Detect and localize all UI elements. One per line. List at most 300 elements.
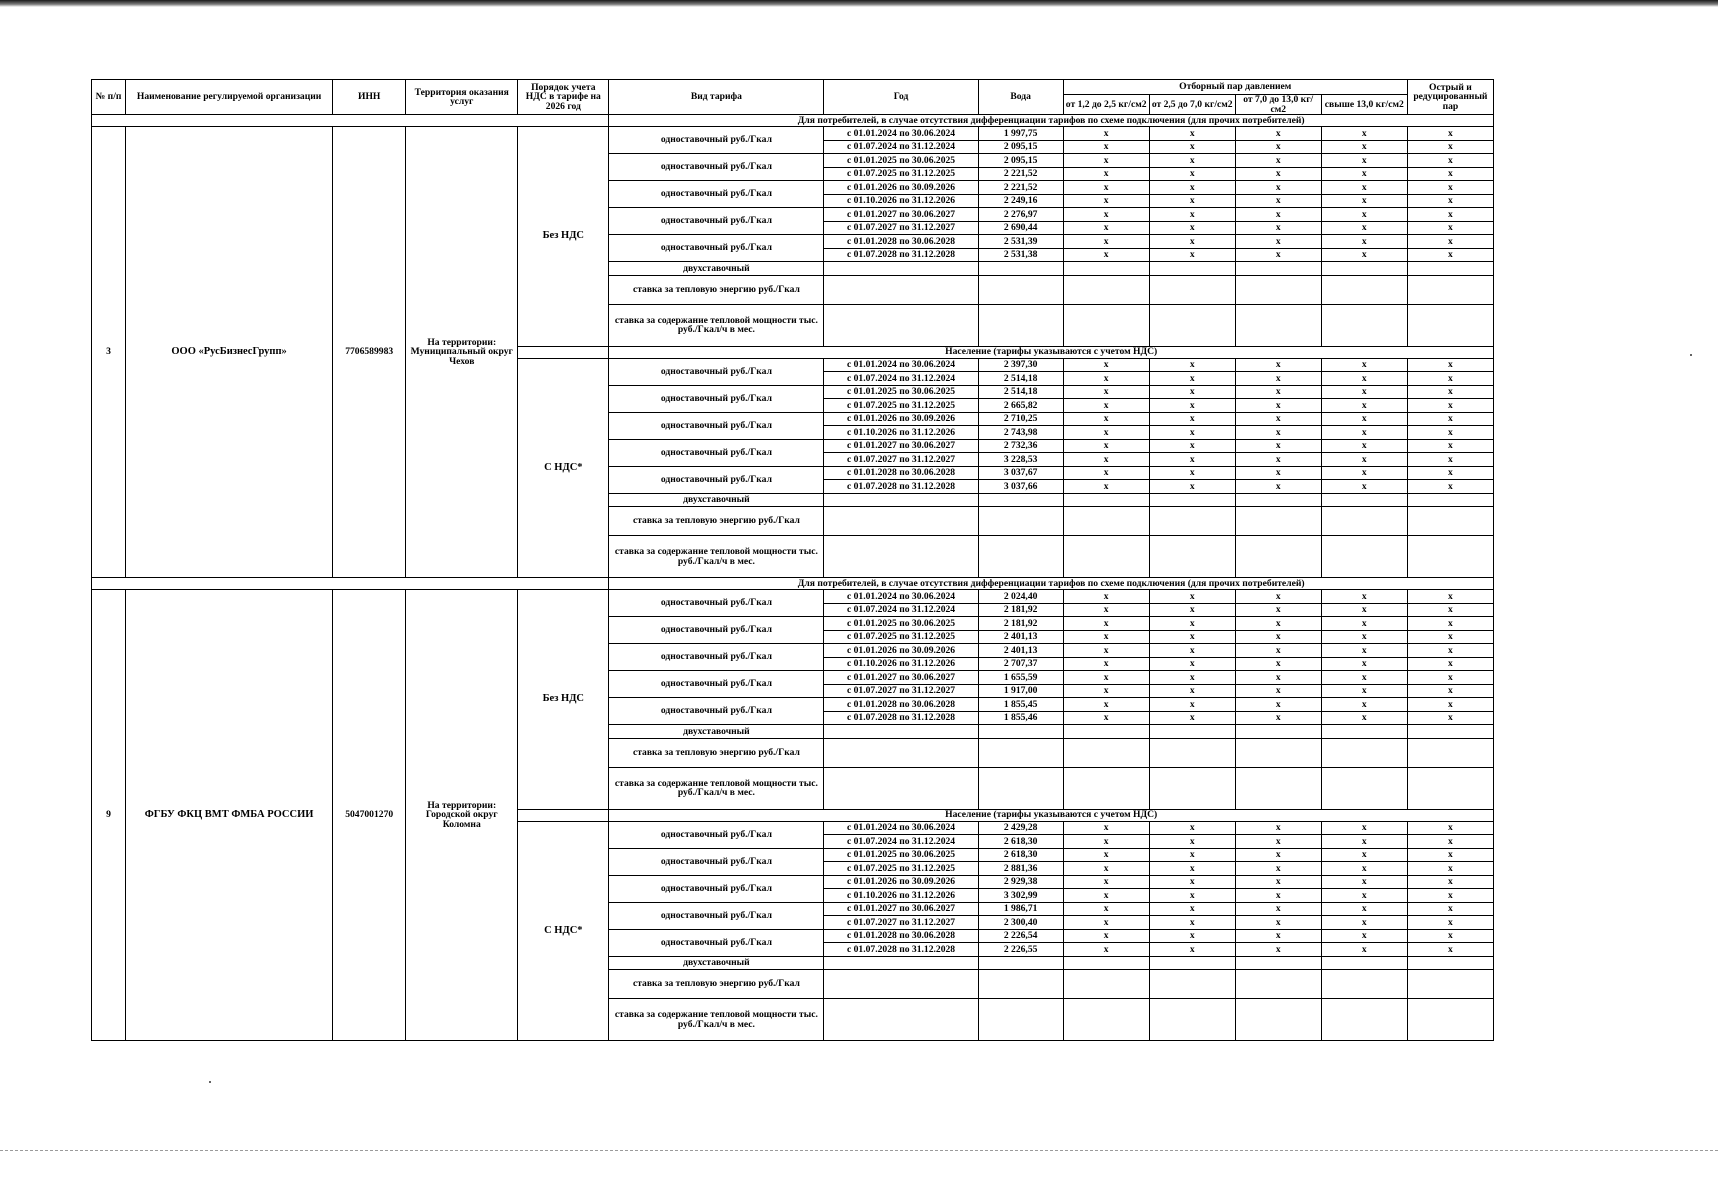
not-applicable-mark: x: [1149, 644, 1235, 658]
empty-cell: [824, 725, 978, 739]
empty-cell: [824, 767, 978, 809]
not-applicable-mark: x: [1235, 372, 1321, 386]
not-applicable-mark: x: [1321, 875, 1407, 889]
not-applicable-mark: x: [1321, 630, 1407, 644]
empty-cell: [1235, 725, 1321, 739]
not-applicable-mark: x: [1235, 821, 1321, 835]
not-applicable-mark: x: [1407, 644, 1493, 658]
section-population: Население (тарифы указываются с учетом НДС): [609, 346, 1494, 358]
not-applicable-mark: x: [1321, 671, 1407, 685]
empty-cell: [824, 507, 978, 536]
empty-cell: [1407, 970, 1493, 999]
not-applicable-mark: x: [1407, 480, 1493, 494]
not-applicable-mark: x: [1235, 221, 1321, 235]
not-applicable-mark: x: [1235, 235, 1321, 249]
empty-cell: [1235, 999, 1321, 1041]
not-applicable-mark: x: [1235, 439, 1321, 453]
vat-order-with-vat: С НДС*: [518, 358, 609, 578]
not-applicable-mark: x: [1407, 140, 1493, 154]
not-applicable-mark: x: [1321, 480, 1407, 494]
period: с 01.07.2028 по 31.12.2028: [824, 943, 978, 957]
empty-cell: [1235, 536, 1321, 578]
empty-cell: [1149, 507, 1235, 536]
not-applicable-mark: x: [1321, 154, 1407, 168]
water-value: 2 397,30: [978, 358, 1063, 372]
empty-cell: [1063, 304, 1149, 346]
not-applicable-mark: x: [1321, 644, 1407, 658]
tariff-single-rate: одноставочный руб./Гкал: [609, 235, 824, 262]
not-applicable-mark: x: [1407, 875, 1493, 889]
not-applicable-mark: x: [1321, 439, 1407, 453]
not-applicable-mark: x: [1149, 630, 1235, 644]
period: с 01.01.2025 по 30.06.2025: [824, 154, 978, 168]
period: с 01.01.2028 по 30.06.2028: [824, 235, 978, 249]
not-applicable-mark: x: [1063, 684, 1149, 698]
empty-cell: [1407, 262, 1493, 276]
not-applicable-mark: x: [1235, 657, 1321, 671]
not-applicable-mark: x: [1063, 875, 1149, 889]
not-applicable-mark: x: [1321, 943, 1407, 957]
not-applicable-mark: x: [1149, 399, 1235, 413]
table-header: [92, 80, 1494, 115]
not-applicable-mark: x: [1149, 875, 1235, 889]
empty-cell: [978, 275, 1063, 304]
not-applicable-mark: x: [1321, 603, 1407, 617]
period: с 01.07.2028 по 31.12.2028: [824, 480, 978, 494]
not-applicable-mark: x: [1149, 140, 1235, 154]
not-applicable-mark: x: [1235, 154, 1321, 168]
period: с 01.01.2024 по 30.06.2024: [824, 821, 978, 835]
not-applicable-mark: x: [1149, 929, 1235, 943]
not-applicable-mark: x: [1407, 698, 1493, 712]
tariff-single-rate: одноставочный руб./Гкал: [609, 154, 824, 181]
not-applicable-mark: x: [1321, 140, 1407, 154]
not-applicable-mark: x: [1149, 862, 1235, 876]
water-value: 2 732,36: [978, 439, 1063, 453]
not-applicable-mark: x: [1407, 181, 1493, 195]
not-applicable-mark: x: [1321, 235, 1407, 249]
water-value: 2 024,40: [978, 590, 1063, 604]
empty-cell: [824, 262, 978, 276]
org-number: 3: [92, 127, 126, 578]
col-pressure-4-header: свыше 13,0 кг/см2: [1321, 95, 1407, 115]
not-applicable-mark: x: [1407, 657, 1493, 671]
period: с 01.07.2025 по 31.12.2025: [824, 862, 978, 876]
not-applicable-mark: x: [1063, 208, 1149, 222]
water-value: 2 401,13: [978, 630, 1063, 644]
water-value: 1 855,45: [978, 698, 1063, 712]
empty-cell: [978, 262, 1063, 276]
not-applicable-mark: x: [1149, 617, 1235, 631]
org-name: ООО «РусБизнесГрупп»: [126, 127, 333, 578]
not-applicable-mark: x: [1063, 412, 1149, 426]
empty-cell: [824, 970, 978, 999]
not-applicable-mark: x: [1149, 684, 1235, 698]
not-applicable-mark: x: [1321, 127, 1407, 141]
not-applicable-mark: x: [1235, 617, 1321, 631]
not-applicable-mark: x: [1235, 630, 1321, 644]
not-applicable-mark: x: [1407, 385, 1493, 399]
not-applicable-mark: x: [1235, 466, 1321, 480]
not-applicable-mark: x: [1407, 235, 1493, 249]
tariff-two-rate: двухставочный: [609, 725, 824, 739]
empty-cell: [1149, 304, 1235, 346]
not-applicable-mark: x: [1321, 889, 1407, 903]
not-applicable-mark: x: [1063, 630, 1149, 644]
period: с 01.10.2026 по 31.12.2026: [824, 889, 978, 903]
not-applicable-mark: x: [1149, 821, 1235, 835]
empty-cell: [1149, 536, 1235, 578]
not-applicable-mark: x: [1149, 208, 1235, 222]
not-applicable-mark: x: [1063, 453, 1149, 467]
water-value: 2 710,25: [978, 412, 1063, 426]
period: с 01.01.2025 по 30.06.2025: [824, 848, 978, 862]
not-applicable-mark: x: [1407, 399, 1493, 413]
period: с 01.01.2028 по 30.06.2028: [824, 698, 978, 712]
tariff-table: [91, 79, 1494, 1041]
period: с 01.07.2027 по 31.12.2027: [824, 684, 978, 698]
period: с 01.01.2026 по 30.09.2026: [824, 875, 978, 889]
tariff-single-rate: одноставочный руб./Гкал: [609, 208, 824, 235]
period: с 01.10.2026 по 31.12.2026: [824, 194, 978, 208]
period: с 01.07.2027 по 31.12.2027: [824, 453, 978, 467]
empty-cell: [1063, 767, 1149, 809]
not-applicable-mark: x: [1407, 617, 1493, 631]
period: с 01.10.2026 по 31.12.2026: [824, 657, 978, 671]
not-applicable-mark: x: [1149, 194, 1235, 208]
not-applicable-mark: x: [1235, 399, 1321, 413]
not-applicable-mark: x: [1407, 916, 1493, 930]
empty-cell: [1407, 725, 1493, 739]
not-applicable-mark: x: [1063, 154, 1149, 168]
not-applicable-mark: x: [1321, 466, 1407, 480]
empty-cell: [1321, 767, 1407, 809]
water-value: 2 743,98: [978, 426, 1063, 440]
not-applicable-mark: x: [1063, 821, 1149, 835]
empty-cell: [1321, 262, 1407, 276]
not-applicable-mark: x: [1235, 385, 1321, 399]
not-applicable-mark: x: [1149, 657, 1235, 671]
water-value: 1 655,59: [978, 671, 1063, 685]
not-applicable-mark: x: [1321, 453, 1407, 467]
col-water-header: Вода: [978, 80, 1063, 115]
scan-top-edge: [0, 0, 1718, 7]
not-applicable-mark: x: [1321, 399, 1407, 413]
empty-cell: [1235, 262, 1321, 276]
not-applicable-mark: x: [1063, 167, 1149, 181]
not-applicable-mark: x: [1149, 439, 1235, 453]
not-applicable-mark: x: [1321, 208, 1407, 222]
empty-cell: [1321, 536, 1407, 578]
not-applicable-mark: x: [1063, 698, 1149, 712]
tariff-single-rate: одноставочный руб./Гкал: [609, 644, 824, 671]
water-value: 1 855,46: [978, 711, 1063, 725]
empty-cell: [1321, 507, 1407, 536]
empty-cell: [1321, 493, 1407, 507]
not-applicable-mark: x: [1235, 412, 1321, 426]
empty-cell: [978, 725, 1063, 739]
empty-cell: [824, 536, 978, 578]
tariff-single-rate: одноставочный руб./Гкал: [609, 439, 824, 466]
not-applicable-mark: x: [1407, 889, 1493, 903]
water-value: 2 514,18: [978, 385, 1063, 399]
not-applicable-mark: x: [1321, 848, 1407, 862]
org-territory: На территории: Городской округ Коломна: [406, 590, 518, 1041]
not-applicable-mark: x: [1407, 439, 1493, 453]
tariff-single-rate: одноставочный руб./Гкал: [609, 412, 824, 439]
period: с 01.01.2027 по 30.06.2027: [824, 208, 978, 222]
not-applicable-mark: x: [1321, 617, 1407, 631]
tariff-single-rate: одноставочный руб./Гкал: [609, 821, 824, 848]
not-applicable-mark: x: [1407, 862, 1493, 876]
not-applicable-mark: x: [1407, 221, 1493, 235]
empty-cell: [1407, 507, 1493, 536]
period: с 01.01.2026 по 30.09.2026: [824, 644, 978, 658]
empty-cell: [1149, 275, 1235, 304]
not-applicable-mark: x: [1321, 385, 1407, 399]
empty-cell: [978, 738, 1063, 767]
tariff-energy-rate: ставка за тепловую энергию руб./Гкал: [609, 738, 824, 767]
not-applicable-mark: x: [1321, 426, 1407, 440]
org-inn: 7706589983: [333, 127, 406, 578]
not-applicable-mark: x: [1063, 466, 1149, 480]
empty-cell: [978, 970, 1063, 999]
not-applicable-mark: x: [1407, 127, 1493, 141]
empty-cell: [978, 493, 1063, 507]
not-applicable-mark: x: [1063, 603, 1149, 617]
not-applicable-mark: x: [1149, 671, 1235, 685]
not-applicable-mark: x: [1235, 358, 1321, 372]
tariff-single-rate: одноставочный руб./Гкал: [609, 671, 824, 698]
col-num-header: № п/п: [92, 80, 126, 115]
not-applicable-mark: x: [1407, 154, 1493, 168]
water-value: 1 917,00: [978, 684, 1063, 698]
not-applicable-mark: x: [1235, 835, 1321, 849]
empty-cell: [1321, 738, 1407, 767]
empty-cell: [1235, 304, 1321, 346]
empty-cell: [1063, 507, 1149, 536]
not-applicable-mark: x: [1407, 194, 1493, 208]
empty-cell: [1407, 956, 1493, 970]
not-applicable-mark: x: [1321, 221, 1407, 235]
not-applicable-mark: x: [1063, 480, 1149, 494]
not-applicable-mark: x: [1063, 372, 1149, 386]
scan-bottom-line: [0, 1150, 1718, 1151]
not-applicable-mark: x: [1407, 453, 1493, 467]
section-other-consumers: Для потребителей, в случае отсутствия дифференциации тарифов по схеме подключения (для прочих потребителей): [609, 115, 1494, 127]
period: с 01.07.2024 по 31.12.2024: [824, 835, 978, 849]
empty-cell: [1149, 767, 1235, 809]
table-body: [92, 115, 1494, 1041]
empty-cell: [978, 999, 1063, 1041]
not-applicable-mark: x: [1321, 698, 1407, 712]
period: с 01.01.2024 по 30.06.2024: [824, 358, 978, 372]
empty-cell: [1063, 970, 1149, 999]
period: с 01.01.2025 по 30.06.2025: [824, 617, 978, 631]
period: с 01.01.2027 по 30.06.2027: [824, 439, 978, 453]
not-applicable-mark: x: [1063, 657, 1149, 671]
empty-cell: [1321, 275, 1407, 304]
section-spacer: [518, 809, 609, 821]
not-applicable-mark: x: [1149, 711, 1235, 725]
not-applicable-mark: x: [1407, 426, 1493, 440]
not-applicable-mark: x: [1407, 590, 1493, 604]
empty-cell: [1321, 725, 1407, 739]
tariff-single-rate: одноставочный руб./Гкал: [609, 358, 824, 385]
empty-cell: [1235, 493, 1321, 507]
tariff-single-rate: одноставочный руб./Гкал: [609, 590, 824, 617]
empty-cell: [824, 956, 978, 970]
not-applicable-mark: x: [1149, 453, 1235, 467]
period: с 01.01.2028 по 30.06.2028: [824, 929, 978, 943]
empty-cell: [1149, 725, 1235, 739]
water-value: 2 249,16: [978, 194, 1063, 208]
water-value: 2 531,38: [978, 248, 1063, 262]
not-applicable-mark: x: [1149, 127, 1235, 141]
not-applicable-mark: x: [1407, 372, 1493, 386]
tariff-single-rate: одноставочный руб./Гкал: [609, 181, 824, 208]
not-applicable-mark: x: [1321, 929, 1407, 943]
tariff-single-rate: одноставочный руб./Гкал: [609, 698, 824, 725]
vat-order-no-vat: Без НДС: [518, 590, 609, 810]
not-applicable-mark: x: [1063, 929, 1149, 943]
not-applicable-mark: x: [1149, 385, 1235, 399]
not-applicable-mark: x: [1235, 590, 1321, 604]
not-applicable-mark: x: [1235, 453, 1321, 467]
vat-order-with-vat: С НДС*: [518, 821, 609, 1041]
not-applicable-mark: x: [1235, 140, 1321, 154]
water-value: 3 037,67: [978, 466, 1063, 480]
period: с 01.07.2028 по 31.12.2028: [824, 248, 978, 262]
not-applicable-mark: x: [1407, 167, 1493, 181]
not-applicable-mark: x: [1407, 902, 1493, 916]
not-applicable-mark: x: [1149, 835, 1235, 849]
col-vat-order-header: Порядок учета НДС в тарифе на 2026 год: [518, 80, 609, 115]
not-applicable-mark: x: [1063, 835, 1149, 849]
water-value: 2 181,92: [978, 617, 1063, 631]
water-value: 2 514,18: [978, 372, 1063, 386]
water-value: 2 707,37: [978, 657, 1063, 671]
not-applicable-mark: x: [1235, 916, 1321, 930]
section-population: Население (тарифы указываются с учетом НДС): [609, 809, 1494, 821]
not-applicable-mark: x: [1063, 916, 1149, 930]
empty-cell: [978, 304, 1063, 346]
period: с 01.07.2024 по 31.12.2024: [824, 140, 978, 154]
not-applicable-mark: x: [1407, 248, 1493, 262]
water-value: 1 986,71: [978, 902, 1063, 916]
section-spacer: [518, 346, 609, 358]
not-applicable-mark: x: [1235, 862, 1321, 876]
not-applicable-mark: x: [1149, 221, 1235, 235]
empty-cell: [1063, 275, 1149, 304]
empty-cell: [1235, 738, 1321, 767]
empty-cell: [1149, 262, 1235, 276]
water-value: 2 690,44: [978, 221, 1063, 235]
empty-cell: [1235, 970, 1321, 999]
tariff-single-rate: одноставочный руб./Гкал: [609, 127, 824, 154]
water-value: 2 300,40: [978, 916, 1063, 930]
period: с 01.07.2027 по 31.12.2027: [824, 916, 978, 930]
not-applicable-mark: x: [1407, 603, 1493, 617]
tariff-single-rate: одноставочный руб./Гкал: [609, 902, 824, 929]
not-applicable-mark: x: [1235, 480, 1321, 494]
not-applicable-mark: x: [1321, 358, 1407, 372]
not-applicable-mark: x: [1321, 902, 1407, 916]
not-applicable-mark: x: [1235, 208, 1321, 222]
empty-cell: [824, 275, 978, 304]
water-value: 2 429,28: [978, 821, 1063, 835]
water-value: 2 095,15: [978, 154, 1063, 168]
org-name: ФГБУ ФКЦ ВМТ ФМБА РОССИИ: [126, 590, 333, 1041]
empty-cell: [1149, 970, 1235, 999]
col-pressure-1-header: от 1,2 до 2,5 кг/см2: [1063, 95, 1149, 115]
not-applicable-mark: x: [1063, 221, 1149, 235]
empty-cell: [1407, 304, 1493, 346]
not-applicable-mark: x: [1235, 848, 1321, 862]
water-value: 2 181,92: [978, 603, 1063, 617]
not-applicable-mark: x: [1235, 698, 1321, 712]
empty-cell: [1407, 999, 1493, 1041]
not-applicable-mark: x: [1063, 358, 1149, 372]
not-applicable-mark: x: [1149, 848, 1235, 862]
not-applicable-mark: x: [1321, 711, 1407, 725]
tariff-energy-rate: ставка за тепловую энергию руб./Гкал: [609, 507, 824, 536]
tariff-energy-rate: ставка за тепловую энергию руб./Гкал: [609, 970, 824, 999]
not-applicable-mark: x: [1321, 862, 1407, 876]
tariff-two-rate: двухставочный: [609, 956, 824, 970]
org-territory: На территории: Муниципальный округ Чехов: [406, 127, 518, 578]
not-applicable-mark: x: [1063, 235, 1149, 249]
not-applicable-mark: x: [1149, 358, 1235, 372]
water-value: 2 881,36: [978, 862, 1063, 876]
section-spacer: [92, 115, 609, 127]
not-applicable-mark: x: [1063, 943, 1149, 957]
not-applicable-mark: x: [1063, 194, 1149, 208]
not-applicable-mark: x: [1149, 372, 1235, 386]
empty-cell: [978, 507, 1063, 536]
not-applicable-mark: x: [1063, 181, 1149, 195]
not-applicable-mark: x: [1063, 426, 1149, 440]
not-applicable-mark: x: [1235, 194, 1321, 208]
not-applicable-mark: x: [1407, 835, 1493, 849]
empty-cell: [1235, 275, 1321, 304]
period: с 01.07.2025 по 31.12.2025: [824, 167, 978, 181]
not-applicable-mark: x: [1063, 590, 1149, 604]
tariff-capacity-rate: ставка за содержание тепловой мощности тыс. руб./Гкал/ч в мес.: [609, 767, 824, 809]
tariff-two-rate: двухставочный: [609, 262, 824, 276]
water-value: 2 221,52: [978, 181, 1063, 195]
water-value: 2 226,55: [978, 943, 1063, 957]
water-value: 3 037,66: [978, 480, 1063, 494]
not-applicable-mark: x: [1235, 889, 1321, 903]
not-applicable-mark: x: [1407, 711, 1493, 725]
period: с 01.07.2025 по 31.12.2025: [824, 630, 978, 644]
empty-cell: [1063, 262, 1149, 276]
period: с 01.07.2027 по 31.12.2027: [824, 221, 978, 235]
empty-cell: [824, 304, 978, 346]
not-applicable-mark: x: [1235, 902, 1321, 916]
not-applicable-mark: x: [1235, 875, 1321, 889]
scan-speck: [1690, 354, 1692, 356]
not-applicable-mark: x: [1407, 412, 1493, 426]
not-applicable-mark: x: [1149, 889, 1235, 903]
tariff-two-rate: двухставочный: [609, 493, 824, 507]
not-applicable-mark: x: [1149, 248, 1235, 262]
not-applicable-mark: x: [1321, 835, 1407, 849]
period: с 01.07.2028 по 31.12.2028: [824, 711, 978, 725]
tariff-single-rate: одноставочный руб./Гкал: [609, 617, 824, 644]
not-applicable-mark: x: [1407, 929, 1493, 943]
